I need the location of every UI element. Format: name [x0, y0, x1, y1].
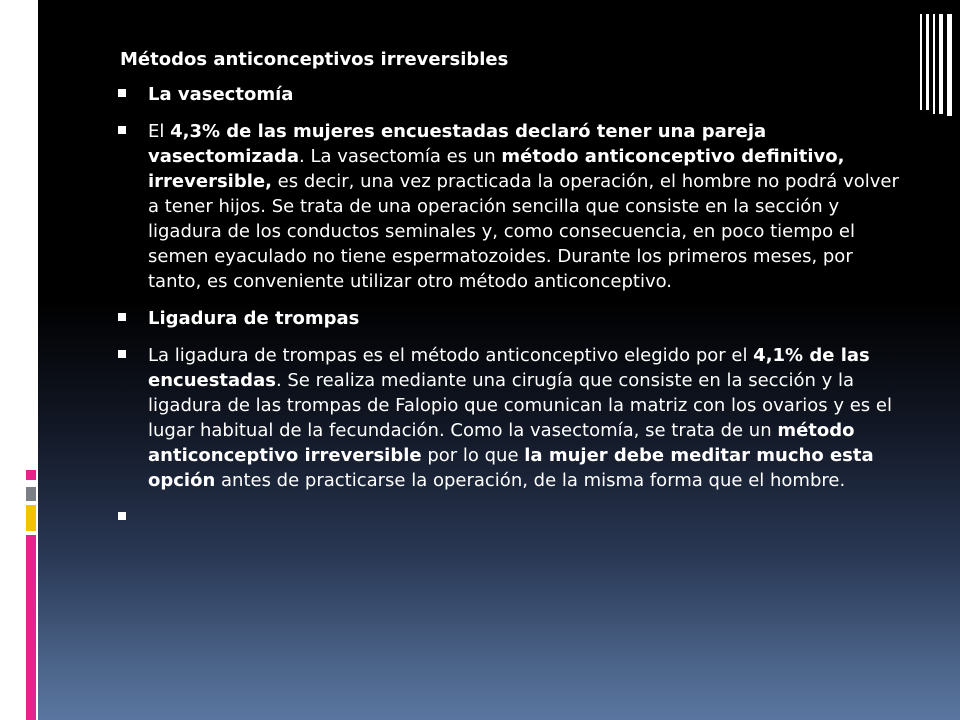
text-run-bold: método anticonceptivo definitivo, irreversible,: [148, 146, 845, 192]
paragraph: [148, 345, 892, 491]
item-heading: Ligadura de trompas: [148, 308, 360, 329]
text-run: por lo que: [421, 445, 525, 466]
stripe: [920, 14, 922, 110]
paragraph: [148, 121, 899, 292]
square-bullet-icon: [118, 89, 126, 97]
text-run: antes de practicarse la operación, de la misma forma que el hombre.: [215, 470, 846, 491]
square-bullet-icon: [118, 350, 126, 358]
decorative-vertical-stripes: [920, 14, 952, 116]
square-bullet-icon: [118, 126, 126, 134]
list-item-vasectomia-text: [118, 119, 908, 294]
stripe: [933, 14, 935, 114]
text-run-bold: la mujer debe meditar mucho esta opción: [148, 445, 874, 491]
stripe: [926, 14, 929, 110]
accent-bar-magenta-1: [26, 470, 36, 480]
text-run: . La vasectomía es un: [299, 146, 502, 167]
square-bullet-icon: [118, 512, 126, 520]
slide-title: Métodos anticonceptivos irreversibles: [120, 49, 509, 70]
text-run: . Se realiza mediante una cirugía que consiste en la sección y la ligadura de las trompas de Falopio que comunican la matriz con los ovarios y es el lugar habitual de la fecundación. Como la vasectomía, se trata de un: [148, 370, 892, 441]
stripe: [947, 14, 952, 116]
text-run-bold: 4,3% de las mujeres encuestadas declaró tener una pareja vasectomizada: [148, 121, 767, 167]
slide-content: [118, 46, 908, 505]
accent-bar-gray: [26, 487, 36, 501]
text-run-bold: método anticonceptivo irreversible: [148, 420, 855, 466]
bullet-list: [118, 82, 908, 493]
list-item-ligadura-heading: [118, 306, 908, 331]
text-run: La ligadura de trompas es el método anticonceptivo elegido por el: [148, 345, 754, 366]
accent-bar-magenta-2: [26, 535, 36, 720]
list-item-ligadura-text: [118, 343, 908, 493]
square-bullet-icon: [118, 313, 126, 321]
list-item-vasectomia-heading: [118, 82, 908, 107]
item-heading: La vasectomía: [148, 84, 294, 105]
text-run-bold: 4,1% de las encuestadas: [148, 345, 870, 391]
stripe: [939, 14, 943, 114]
accent-bar-yellow: [26, 505, 36, 531]
text-run: es decir, una vez practicada la operación, el hombre no podrá volver a tener hijos. Se trata de una operación sencilla que consiste en la sección y ligadura de los conductos seminales y, como consecuencia, en poco tiempo el semen eyaculado no tiene espermatozoides. Durante los primeros meses, por tanto, es conveniente utilizar otro método anticonceptivo.: [148, 171, 899, 292]
text-run: El: [148, 121, 171, 142]
